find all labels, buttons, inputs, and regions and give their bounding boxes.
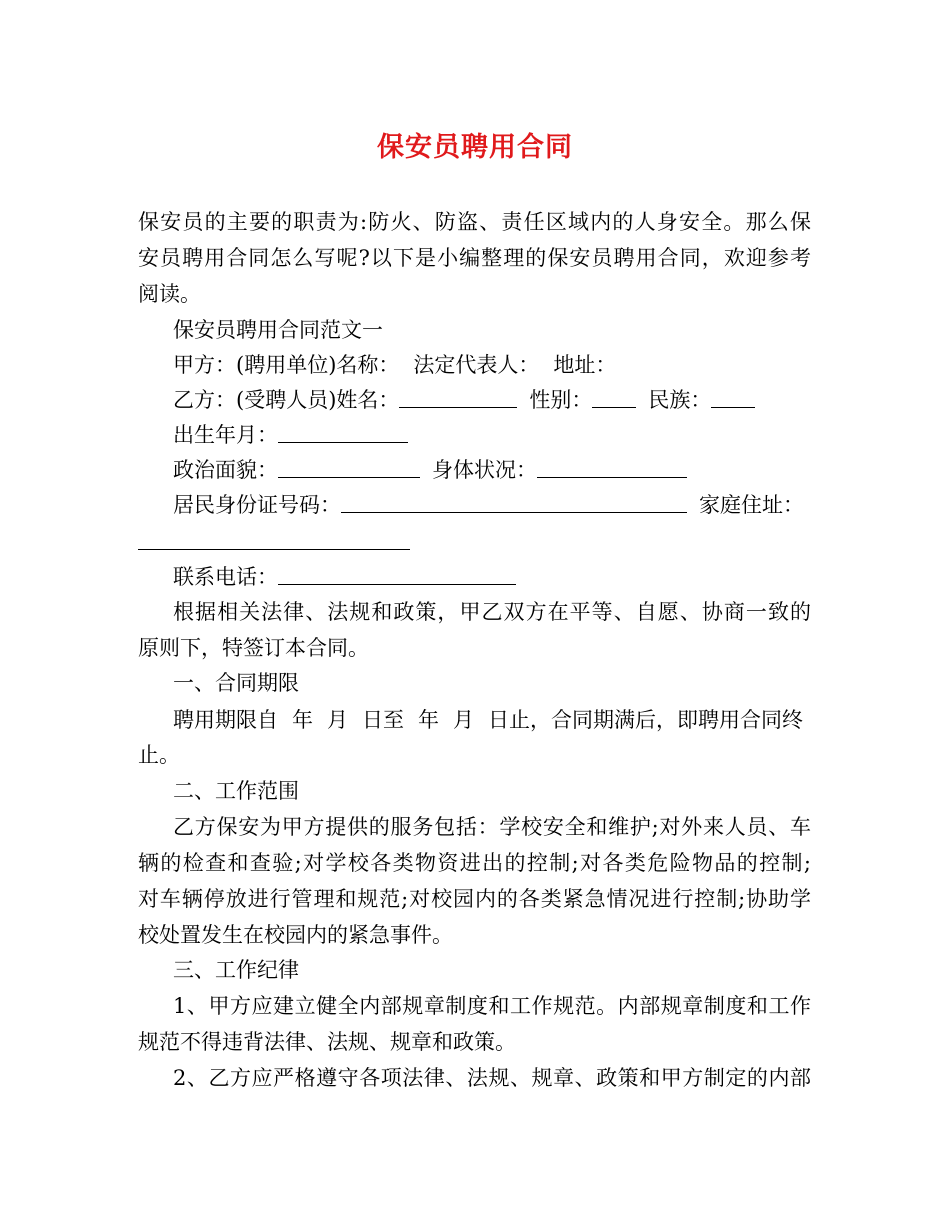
- home-address-label: 家庭住址：: [699, 493, 804, 517]
- name-blank[interactable]: [399, 387, 517, 408]
- section2-line: 校处置发生在校园内的紧急事件。: [138, 923, 453, 947]
- basis-line: 原则下，特签订本合同。: [138, 636, 369, 660]
- ethnicity-blank[interactable]: [711, 387, 755, 408]
- birth-label: 出生年月：: [173, 423, 278, 447]
- gender-label: 性别：: [529, 388, 593, 412]
- section3-item1-line: 规范不得违背法律、法规、规章和政策。: [138, 1030, 516, 1054]
- sample-heading: 保安员聘用合同范文一: [173, 318, 383, 342]
- party-a-label: 甲方：(聘用单位)名称：: [173, 353, 400, 377]
- section3-heading: 三、工作纪律: [173, 958, 299, 982]
- health-label: 身体状况：: [432, 458, 537, 482]
- phone-label: 联系电话：: [173, 565, 278, 589]
- period-line: [173, 705, 803, 735]
- id-address-line: [173, 490, 804, 520]
- home-address-blank-line: [138, 527, 410, 557]
- party-b-label: 乙方：(受聘人员)姓名：: [173, 388, 400, 412]
- ethnicity-label: 民族：: [648, 388, 712, 412]
- intro-line: 阅读。: [138, 282, 201, 306]
- intro-line: 保安员的主要的职责为:防火、防盗、责任区域内的人身安全。那么保: [138, 210, 811, 234]
- politics-health-line: [173, 455, 687, 485]
- birth-blank[interactable]: [278, 422, 408, 443]
- period-text: 日至: [362, 708, 404, 732]
- section2-heading: 二、工作范围: [173, 779, 299, 803]
- section3-item2-line: 2、乙方应严格遵守各项法律、法规、规章、政策和甲方制定的内部: [173, 1066, 811, 1090]
- section1-heading: 一、合同期限: [173, 671, 299, 695]
- politics-label: 政治面貌：: [173, 458, 278, 482]
- period-text: 年: [418, 708, 439, 732]
- gender-blank[interactable]: [592, 387, 636, 408]
- id-number-label: 居民身份证号码：: [173, 493, 341, 517]
- section3-item1-line: 1、甲方应建立健全内部规章制度和工作规范。内部规章制度和工作: [173, 994, 811, 1018]
- intro-line: 安员聘用合同怎么写呢?以下是小编整理的保安员聘用合同，欢迎参考: [138, 246, 811, 270]
- period-text: 日止，合同期满后，即聘用合同终: [488, 708, 803, 732]
- party-a-line: [173, 350, 616, 380]
- birth-line: [173, 420, 408, 450]
- phone-line: [173, 562, 516, 592]
- id-number-blank[interactable]: [341, 492, 687, 513]
- basis-line: 根据相关法律、法规和政策，甲乙双方在平等、自愿、协商一致的: [173, 600, 811, 624]
- health-blank[interactable]: [537, 457, 687, 478]
- home-address-blank[interactable]: [138, 529, 410, 550]
- document-title: 保安员聘用合同: [377, 132, 573, 163]
- phone-blank[interactable]: [278, 564, 516, 585]
- party-a-address-label: 地址：: [553, 353, 617, 377]
- section2-line: 对车辆停放进行管理和规范;对校园内的各类紧急情况进行控制;协助学: [138, 887, 811, 911]
- party-b-line: [173, 385, 755, 415]
- politics-blank[interactable]: [278, 457, 420, 478]
- period-text: 月: [453, 708, 474, 732]
- period-text: 月: [327, 708, 348, 732]
- section2-line: 辆的检查和查验;对学校各类物资进出的控制;对各类危险物品的控制;: [138, 851, 811, 875]
- period-text: 聘用期限自: [173, 708, 278, 732]
- period-text: 年: [292, 708, 313, 732]
- party-a-rep-label: 法定代表人：: [413, 353, 540, 377]
- section2-line: 乙方保安为甲方提供的服务包括：学校安全和维护;对外来人员、车: [173, 815, 811, 839]
- period-tail: 止。: [138, 743, 180, 767]
